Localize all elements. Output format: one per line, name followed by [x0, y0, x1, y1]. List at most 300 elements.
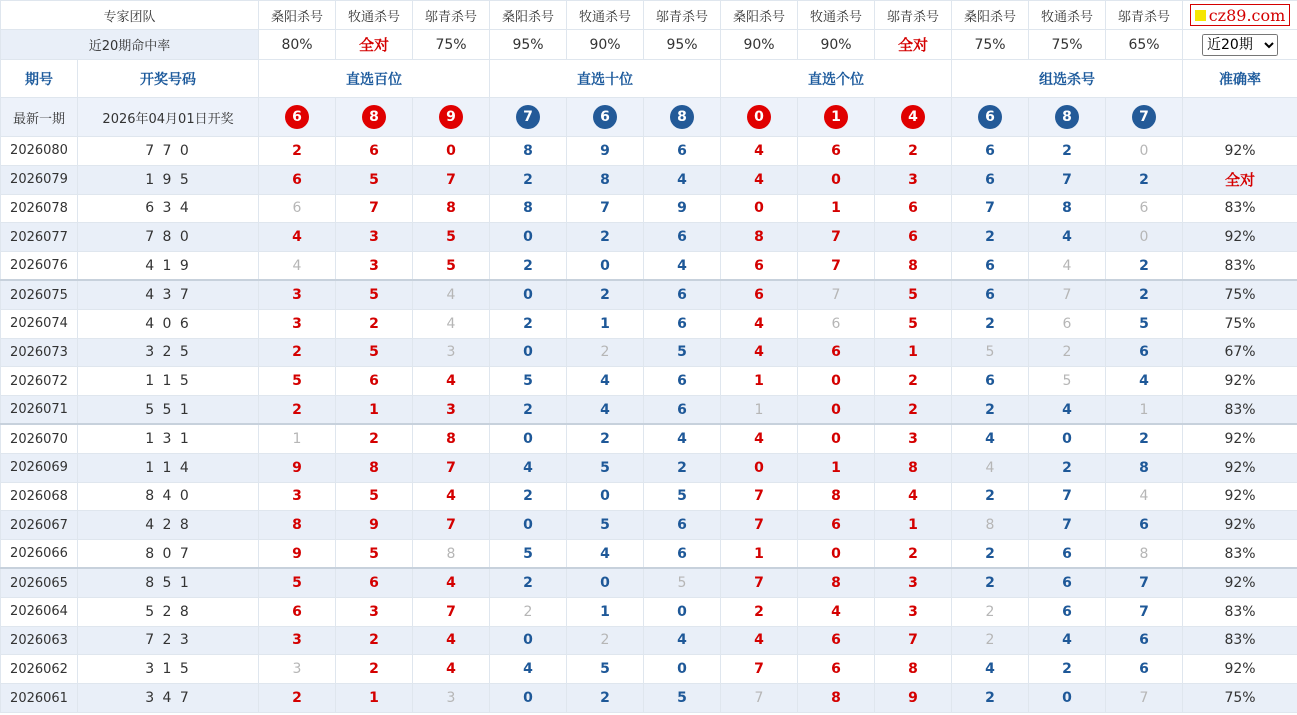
kill-number-cell: 1 [567, 597, 644, 626]
kill-number-cell: 1 [567, 309, 644, 338]
logo-text: cz89.com [1208, 5, 1286, 25]
history-row [1, 165, 1297, 194]
kill-number-cell: 0 [798, 165, 875, 194]
kill-number-cell: 3 [259, 626, 336, 655]
latest-ball: 1 [824, 105, 848, 129]
kill-number-cell: 7 [567, 194, 644, 223]
period-cell: 2026070 [1, 424, 78, 453]
period-cell: 2026068 [1, 482, 78, 511]
expert-name[interactable]: 邬青杀号 [875, 1, 952, 30]
kill-number-cell: 6 [798, 655, 875, 684]
draw-number-cell: 8 5 1 [78, 568, 259, 597]
kill-number-cell: 0 [644, 655, 721, 684]
group-header-units: 直选个位 [721, 60, 952, 98]
kill-number-cell: 0 [567, 482, 644, 511]
kill-number-cell: 4 [413, 626, 490, 655]
hit-rate-value: 80% [259, 30, 336, 60]
latest-ball: 4 [901, 105, 925, 129]
expert-name[interactable]: 牧通杀号 [1029, 1, 1106, 30]
period-column-header: 期号 [1, 60, 78, 98]
expert-name[interactable]: 牧通杀号 [798, 1, 875, 30]
kill-number-cell: 5 [567, 655, 644, 684]
expert-name[interactable]: 邬青杀号 [644, 1, 721, 30]
kill-number-cell: 6 [1106, 194, 1183, 223]
kill-number-cell: 1 [875, 338, 952, 367]
kill-number-cell: 2 [336, 626, 413, 655]
kill-number-cell: 6 [721, 252, 798, 281]
kill-number-cell: 6 [798, 137, 875, 166]
accuracy-cell: 全对 [1183, 165, 1297, 194]
period-cell: 2026065 [1, 568, 78, 597]
kill-number-cell: 5 [1029, 367, 1106, 396]
accuracy-cell: 75% [1183, 684, 1297, 713]
kill-number-cell: 2 [952, 568, 1029, 597]
kill-number-cell: 4 [721, 338, 798, 367]
kill-number-cell: 0 [721, 453, 798, 482]
kill-number-cell: 2 [490, 165, 567, 194]
period-select-cell [1183, 30, 1297, 60]
latest-ball: 6 [978, 105, 1002, 129]
latest-ball-cell [721, 98, 798, 137]
kill-number-cell: 2 [721, 597, 798, 626]
kill-number-cell: 4 [259, 223, 336, 252]
draw-number-cell: 4 1 9 [78, 252, 259, 281]
kill-number-cell: 8 [413, 424, 490, 453]
kill-number-cell: 4 [490, 453, 567, 482]
kill-number-cell: 0 [490, 684, 567, 713]
history-row [1, 424, 1297, 453]
kill-number-cell: 4 [1106, 367, 1183, 396]
kill-number-cell: 5 [567, 511, 644, 540]
kill-number-cell: 7 [1029, 482, 1106, 511]
kill-number-cell: 9 [875, 684, 952, 713]
draw-number-cell: 7 8 0 [78, 223, 259, 252]
kill-number-cell: 0 [490, 223, 567, 252]
draw-number-cell: 3 4 7 [78, 684, 259, 713]
kill-number-cell: 7 [1106, 597, 1183, 626]
kill-number-cell: 2 [875, 396, 952, 425]
history-row [1, 568, 1297, 597]
kill-number-cell: 2 [336, 309, 413, 338]
kill-number-cell: 8 [336, 453, 413, 482]
kill-number-cell: 0 [490, 338, 567, 367]
kill-number-cell: 0 [721, 194, 798, 223]
group-header-group-kill: 组选杀号 [952, 60, 1183, 98]
kill-number-cell: 8 [1029, 194, 1106, 223]
team-label: 专家团队 [1, 1, 259, 30]
kill-number-cell: 7 [721, 511, 798, 540]
kill-number-cell: 5 [413, 223, 490, 252]
hit-rate-value: 75% [413, 30, 490, 60]
kill-number-cell: 6 [644, 309, 721, 338]
kill-number-cell: 2 [952, 309, 1029, 338]
draw-number-cell: 4 2 8 [78, 511, 259, 540]
accuracy-cell: 83% [1183, 194, 1297, 223]
period-cell: 2026076 [1, 252, 78, 281]
kill-number-cell: 5 [490, 367, 567, 396]
kill-number-cell: 2 [1106, 165, 1183, 194]
kill-number-cell: 4 [952, 655, 1029, 684]
kill-number-cell: 5 [336, 165, 413, 194]
kill-number-cell: 5 [259, 367, 336, 396]
kill-number-cell: 6 [721, 280, 798, 309]
draw-number-cell: 1 3 1 [78, 424, 259, 453]
accuracy-cell: 83% [1183, 396, 1297, 425]
period-cell: 2026062 [1, 655, 78, 684]
kill-number-cell: 6 [1029, 597, 1106, 626]
kill-number-cell: 2 [875, 540, 952, 569]
kill-number-cell: 0 [413, 137, 490, 166]
accuracy-column-header: 准确率 [1183, 60, 1297, 98]
latest-ball-cell [798, 98, 875, 137]
history-row [1, 223, 1297, 252]
kill-number-cell: 7 [952, 194, 1029, 223]
accuracy-cell: 67% [1183, 338, 1297, 367]
history-row [1, 252, 1297, 281]
draw-number-cell: 7 7 0 [78, 137, 259, 166]
history-row [1, 338, 1297, 367]
accuracy-cell: 92% [1183, 223, 1297, 252]
kill-number-cell: 2 [567, 223, 644, 252]
kill-number-cell: 2 [336, 655, 413, 684]
accuracy-cell: 92% [1183, 453, 1297, 482]
kill-number-cell: 3 [875, 165, 952, 194]
kill-number-cell: 4 [721, 137, 798, 166]
column-header-row [1, 60, 1297, 98]
accuracy-cell: 92% [1183, 568, 1297, 597]
period-cell: 2026066 [1, 540, 78, 569]
kill-number-cell: 0 [798, 540, 875, 569]
kill-number-cell: 6 [644, 540, 721, 569]
kill-number-cell: 6 [259, 165, 336, 194]
kill-number-cell: 7 [721, 684, 798, 713]
period-range-select[interactable] [1202, 34, 1278, 56]
latest-ball-cell [875, 98, 952, 137]
kill-number-cell: 7 [413, 453, 490, 482]
kill-number-cell: 8 [798, 684, 875, 713]
kill-number-cell: 2 [1029, 453, 1106, 482]
kill-number-cell: 2 [567, 684, 644, 713]
latest-draw-date: 2026年04月01日开奖 [78, 98, 259, 137]
draw-number-cell: 4 0 6 [78, 309, 259, 338]
latest-ball: 6 [285, 105, 309, 129]
draw-number-cell: 6 3 4 [78, 194, 259, 223]
period-cell: 2026080 [1, 137, 78, 166]
kill-number-cell: 6 [952, 137, 1029, 166]
kill-number-cell: 4 [721, 165, 798, 194]
kill-number-cell: 4 [1029, 252, 1106, 281]
kill-number-cell: 3 [875, 568, 952, 597]
kill-number-cell: 4 [259, 252, 336, 281]
hit-rate-value: 75% [952, 30, 1029, 60]
kill-number-cell: 6 [952, 280, 1029, 309]
expert-name[interactable]: 桑阳杀号 [952, 1, 1029, 30]
kill-number-cell: 7 [1106, 684, 1183, 713]
hit-rate-value: 90% [567, 30, 644, 60]
kill-number-cell: 0 [798, 367, 875, 396]
kill-number-cell: 2 [952, 626, 1029, 655]
history-row [1, 597, 1297, 626]
draw-number-cell: 3 1 5 [78, 655, 259, 684]
history-row [1, 482, 1297, 511]
expert-name[interactable]: 牧通杀号 [567, 1, 644, 30]
period-cell: 2026079 [1, 165, 78, 194]
kill-number-cell: 4 [1029, 223, 1106, 252]
period-cell: 2026069 [1, 453, 78, 482]
kill-number-cell: 6 [875, 194, 952, 223]
history-row [1, 511, 1297, 540]
expert-name[interactable]: 牧通杀号 [336, 1, 413, 30]
kill-number-cell: 4 [644, 165, 721, 194]
hit-rate-value: 95% [490, 30, 567, 60]
history-row [1, 655, 1297, 684]
latest-ball-cell [644, 98, 721, 137]
kill-number-cell: 1 [1106, 396, 1183, 425]
expert-name[interactable]: 邬青杀号 [1106, 1, 1183, 30]
latest-ball: 8 [1055, 105, 1079, 129]
kill-number-cell: 6 [336, 367, 413, 396]
draw-number-cell: 1 9 5 [78, 165, 259, 194]
kill-number-cell: 2 [490, 309, 567, 338]
kill-number-cell: 0 [644, 597, 721, 626]
kill-number-cell: 8 [413, 194, 490, 223]
kill-number-cell: 2 [490, 396, 567, 425]
period-cell: 2026061 [1, 684, 78, 713]
kill-number-cell: 0 [567, 252, 644, 281]
accuracy-cell: 75% [1183, 309, 1297, 338]
expert-row [1, 1, 1297, 30]
kill-number-cell: 6 [644, 367, 721, 396]
draw-number-cell: 8 4 0 [78, 482, 259, 511]
kill-number-cell: 4 [644, 252, 721, 281]
accuracy-cell: 83% [1183, 252, 1297, 281]
latest-ball: 8 [362, 105, 386, 129]
kill-number-cell: 0 [798, 424, 875, 453]
latest-ball-cell [413, 98, 490, 137]
kill-number-cell: 2 [875, 367, 952, 396]
latest-ball: 7 [516, 105, 540, 129]
kill-number-cell: 0 [490, 424, 567, 453]
kill-number-cell: 8 [798, 568, 875, 597]
period-cell: 2026078 [1, 194, 78, 223]
kill-number-cell: 3 [259, 309, 336, 338]
kill-number-cell: 2 [952, 684, 1029, 713]
kill-number-cell: 6 [1106, 655, 1183, 684]
kill-number-cell: 5 [644, 338, 721, 367]
accuracy-cell: 92% [1183, 424, 1297, 453]
kill-number-cell: 2 [567, 424, 644, 453]
latest-ball: 0 [747, 105, 771, 129]
kill-number-cell: 0 [798, 396, 875, 425]
kill-number-cell: 2 [1029, 655, 1106, 684]
kill-number-cell: 7 [1029, 511, 1106, 540]
kill-number-cell: 4 [567, 367, 644, 396]
accuracy-cell: 83% [1183, 626, 1297, 655]
kill-number-cell: 1 [259, 424, 336, 453]
kill-number-cell: 5 [259, 568, 336, 597]
kill-number-cell: 1 [721, 367, 798, 396]
hit-rate-value: 65% [1106, 30, 1183, 60]
kill-number-cell: 7 [336, 194, 413, 223]
period-cell: 2026077 [1, 223, 78, 252]
kill-number-cell: 6 [1106, 626, 1183, 655]
period-cell: 2026063 [1, 626, 78, 655]
latest-ball-cell [259, 98, 336, 137]
history-row [1, 194, 1297, 223]
kill-number-cell: 2 [952, 540, 1029, 569]
kill-number-cell: 2 [567, 338, 644, 367]
period-cell: 2026073 [1, 338, 78, 367]
latest-ball: 7 [1132, 105, 1156, 129]
kill-number-cell: 7 [875, 626, 952, 655]
period-cell: 2026067 [1, 511, 78, 540]
kill-number-cell: 8 [567, 165, 644, 194]
kill-number-cell: 6 [644, 511, 721, 540]
kill-number-cell: 2 [952, 597, 1029, 626]
kill-number-cell: 2 [490, 482, 567, 511]
kill-number-cell: 5 [413, 252, 490, 281]
kill-number-cell: 9 [567, 137, 644, 166]
hit-rate-label: 近20期命中率 [1, 30, 259, 60]
kill-number-cell: 0 [490, 626, 567, 655]
kill-number-cell: 9 [259, 453, 336, 482]
kill-number-cell: 5 [644, 482, 721, 511]
latest-ball-cell [567, 98, 644, 137]
kill-number-cell: 0 [1106, 137, 1183, 166]
kill-number-cell: 7 [413, 597, 490, 626]
kill-number-cell: 2 [952, 482, 1029, 511]
kill-number-cell: 9 [644, 194, 721, 223]
site-logo[interactable] [1190, 4, 1291, 26]
kill-number-cell: 4 [490, 655, 567, 684]
kill-number-cell: 6 [1029, 309, 1106, 338]
kill-number-cell: 4 [567, 540, 644, 569]
kill-number-cell: 8 [1106, 453, 1183, 482]
latest-label: 最新一期 [1, 98, 78, 137]
draw-number-cell: 1 1 4 [78, 453, 259, 482]
kill-number-cell: 6 [952, 252, 1029, 281]
kill-number-cell: 0 [490, 280, 567, 309]
kill-number-cell: 4 [413, 655, 490, 684]
kill-number-cell: 2 [336, 424, 413, 453]
kill-number-cell: 1 [336, 684, 413, 713]
expert-name[interactable]: 桑阳杀号 [721, 1, 798, 30]
kill-number-cell: 7 [1029, 165, 1106, 194]
kill-number-cell: 3 [875, 424, 952, 453]
kill-number-cell: 4 [644, 626, 721, 655]
kill-number-cell: 8 [798, 482, 875, 511]
expert-name[interactable]: 邬青杀号 [413, 1, 490, 30]
kill-number-cell: 0 [1106, 223, 1183, 252]
kill-number-cell: 3 [413, 396, 490, 425]
history-row [1, 540, 1297, 569]
history-row [1, 453, 1297, 482]
latest-row [1, 98, 1297, 137]
kill-number-cell: 5 [875, 280, 952, 309]
kill-number-cell: 6 [1106, 511, 1183, 540]
kill-number-cell: 7 [721, 568, 798, 597]
kill-number-cell: 4 [875, 482, 952, 511]
kill-number-cell: 6 [336, 137, 413, 166]
accuracy-cell: 92% [1183, 137, 1297, 166]
kill-number-cell: 1 [721, 540, 798, 569]
history-row [1, 684, 1297, 713]
kill-number-cell: 3 [259, 280, 336, 309]
kill-number-cell: 7 [721, 655, 798, 684]
kill-number-cell: 4 [413, 568, 490, 597]
logo-cell [1183, 1, 1297, 30]
kill-number-cell: 1 [336, 396, 413, 425]
kill-number-cell: 2 [952, 396, 1029, 425]
kill-number-cell: 5 [1106, 309, 1183, 338]
kill-number-cell: 3 [413, 338, 490, 367]
kill-number-cell: 5 [336, 280, 413, 309]
accuracy-cell: 83% [1183, 597, 1297, 626]
kill-number-cell: 3 [336, 597, 413, 626]
kill-number-cell: 6 [1029, 540, 1106, 569]
kill-number-cell: 6 [952, 165, 1029, 194]
accuracy-cell: 92% [1183, 655, 1297, 684]
kill-number-cell: 2 [567, 280, 644, 309]
kill-number-cell: 8 [490, 137, 567, 166]
logo-square-icon [1195, 10, 1206, 21]
latest-ball-cell [952, 98, 1029, 137]
kill-number-cell: 2 [1029, 137, 1106, 166]
kill-number-cell: 4 [413, 367, 490, 396]
group-header-hundreds: 直选百位 [259, 60, 490, 98]
kill-number-cell: 9 [259, 540, 336, 569]
kill-number-cell: 2 [1106, 252, 1183, 281]
kill-number-cell: 3 [336, 252, 413, 281]
kill-number-cell: 2 [1106, 280, 1183, 309]
kill-number-cell: 2 [259, 684, 336, 713]
kill-number-cell: 1 [875, 511, 952, 540]
period-cell: 2026064 [1, 597, 78, 626]
expert-name[interactable]: 桑阳杀号 [490, 1, 567, 30]
kill-number-cell: 3 [259, 482, 336, 511]
hit-rate-value: 全对 [875, 30, 952, 60]
group-header-tens: 直选十位 [490, 60, 721, 98]
history-row [1, 137, 1297, 166]
kill-number-cell: 7 [798, 223, 875, 252]
kill-number-cell: 9 [336, 511, 413, 540]
kill-number-cell: 4 [952, 424, 1029, 453]
kill-number-cell: 2 [952, 223, 1029, 252]
kill-number-cell: 6 [336, 568, 413, 597]
period-cell: 2026074 [1, 309, 78, 338]
kill-number-cell: 0 [490, 511, 567, 540]
kill-number-cell: 2 [644, 453, 721, 482]
latest-ball: 9 [439, 105, 463, 129]
kill-number-cell: 8 [1106, 540, 1183, 569]
latest-ball: 8 [670, 105, 694, 129]
kill-number-cell: 4 [644, 424, 721, 453]
kill-number-cell: 6 [644, 137, 721, 166]
kill-number-cell: 6 [798, 338, 875, 367]
expert-name[interactable]: 桑阳杀号 [259, 1, 336, 30]
accuracy-cell: 92% [1183, 511, 1297, 540]
draw-number-cell: 7 2 3 [78, 626, 259, 655]
history-row [1, 396, 1297, 425]
kill-number-cell: 3 [413, 684, 490, 713]
kill-number-cell: 2 [490, 568, 567, 597]
history-row [1, 367, 1297, 396]
kill-number-cell: 4 [413, 280, 490, 309]
kill-number-cell: 4 [1029, 626, 1106, 655]
kill-number-cell: 2 [259, 338, 336, 367]
draw-number-cell: 4 3 7 [78, 280, 259, 309]
kill-number-cell: 6 [952, 367, 1029, 396]
